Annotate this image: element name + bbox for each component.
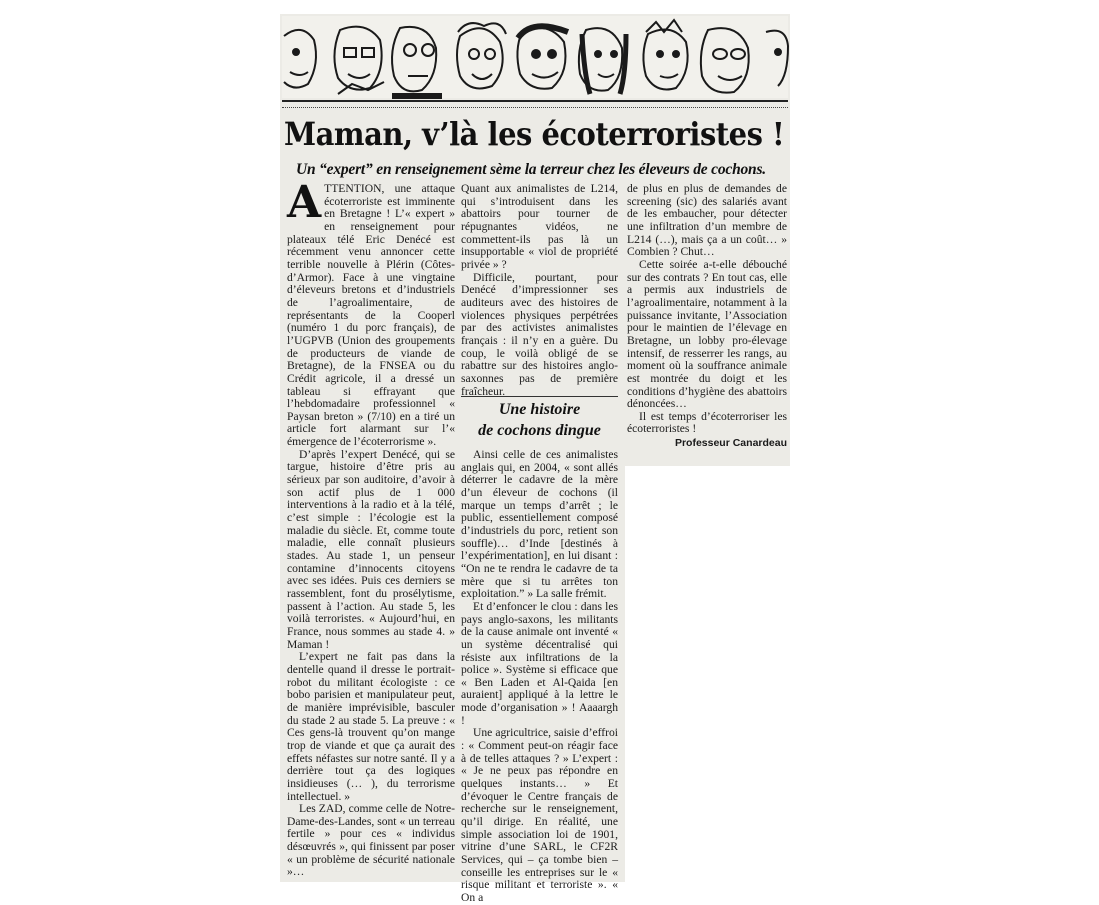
paragraph: de plus en plus de demandes de screening (sic) des salariés avant de les embaucher, pour détecter une infiltration d’un membre de L214 (…), mais ça a un coût… » Combien ? Chut…: [627, 182, 787, 259]
paragraph: Quant aux animalistes de L214, qui s’introduisent dans les abattoirs pour tourner de répugnantes vidéos, ne commettent-ils pas là un insupportable « viol de propriété privée » ?: [461, 182, 618, 271]
column-1: [287, 177, 455, 879]
caricature-banner-drawing: [282, 16, 788, 98]
paragraph: Difficile, pourtant, pour Denécé d’impressionner ses auditeurs avec des histoires de violences physiques perpétrées par des activistes animalistes français : il n’y en a guère. Du coup, le voilà obligé de se rabattre sur des histoires anglo-saxonnes pas de première fraîcheur.: [461, 270, 618, 398]
paragraph: Il est temps d’écoterroriser les écoterroristes !: [627, 409, 787, 436]
intertitle-line: de cochons dingue: [478, 422, 601, 439]
article-subhead: Un “expert” en renseignement sème la terreur chez les éleveurs de cochons.: [296, 161, 766, 178]
column-2-lower: [461, 448, 618, 904]
paragraph: Et d’enfoncer le clou : dans les pays anglo-saxons, les militants de la cause animale ont inventé « un système décentralisé qui résiste aux infiltrations de la police ». Système si efficace que « Ben Laden et Al-Qaida [en auraient] appliqué à la lettre le mode d’organisation » ! Aaaargh !: [461, 599, 618, 727]
intertitle-line: Une histoire: [498, 401, 581, 418]
clipping-cutout-blank: [625, 466, 790, 882]
column-2: [461, 183, 618, 398]
paragraph: L’expert ne fait pas dans la dentelle quand il dresse le portrait-robot du militant écologiste : ce bobo parisien et manipulateur peut, de manière imprévisible, basculer du stade 2 au stade 5. La preuve : « Ces gens-là trouvent qu’on mange trop de viande et que ça aurait des effets néfastes sur notre santé. Il y a derrière tout ça des logiques insidieuses (… ), du terrorisme intellectuel. »: [287, 650, 455, 803]
paragraph: Une agricultrice, saisie d’effroi : « Comment peut-on réagir face à de telles attaques ? » L’expert : « Je ne peux pas répondre en quelques instants… » Et d’évoquer le Centre français de recherche sur le renseignement, qu’il dirige. En réalité, une simple association loi de 1901, vitrine d’une SARL, le CF2R Services, qui – ça tombe bien – conseille les entreprises sur le « risque militant et terroriste ». « On a: [461, 726, 618, 904]
paragraph: Ainsi celle de ces animalistes anglais qui, en 2004, « sont allés déterrer le cadavre de la mère d’un éleveur de cochons (il marque un temps d’arrêt ; le public, essentiellement composé d’industriels du porc, retient son souffle)… d’Inde [destinés à l’expérimentation], en lui disant : “On ne te rendra le cadavre de ta mère que si tu arrêtes ton exploitation.” » La salle frémit.: [461, 448, 618, 601]
caricature-banner: [282, 16, 788, 98]
drop-cap: A: [287, 177, 322, 228]
article-headline: Maman, v’là les écoterroristes !: [284, 115, 785, 153]
paragraph: D’après l’expert Denécé, qui se targue, histoire d’être pris au sérieux par son auditoire, d’avoir à son actif plus de 1 000 interventions à la radio et à la télé, c’est simple : l’écologie est la maladie du siècle. Et, comme toute maladie, elle connaît plusieurs stades. Au stade 1, un penseur contamine d’innocents citoyens avec ses idées. Puis ces derniers se rassemblent, font du prosélytisme, passent à l’action. Au stade 5, les voilà terroristes. « Aujourd’hui, en France, nous sommes au stade 4. » Maman !: [287, 447, 455, 651]
paragraph: TTENTION, une attaque écoterroriste est imminente en Bretagne ! L’« expert » en renseignement pour plateaux télé Eric Denécé est récemment venu annoncer cette terrible nouvelle à Plérin (Côtes-d’Armor). Face à une vingtaine d’éleveurs bretons et d’industriels de l’agroalimentaire, de représentants de la Cooperl (numéro 1 du porc français), de l’UGPVB (Union des groupements de producteurs de viande de Bretagne), de la FNSEA ou du Crédit agricole, il a dressé un tableau si effrayant que l’hebdomadaire professionnel « Paysan breton » (7/10) en a tiré un article fort alarmant sur l’« émergence de l’écoterrorisme ».: [287, 182, 455, 449]
banner-rule: [282, 100, 788, 102]
paragraph: Cette soirée a-t-elle débouché sur des contrats ? En tout cas, elle a permis aux industriels de l’agroalimentaire, notamment à la puissance invitante, l’Association pour le maintien de l’élevage en Bretagne, un lobby pro-élevage intensif, de resserrer les rangs, au moment où la souffrance animale est montrée du doigt et les conditions d’hygiène des abattoirs dénoncées…: [627, 257, 787, 411]
banner-dotted-rule: [282, 107, 788, 108]
column-3: [627, 183, 787, 465]
intertitle: [461, 396, 618, 444]
signature: Professeur Canardeau: [674, 437, 787, 450]
paragraph: Les ZAD, comme celle de Notre-Dame-des-Landes, sont « un terreau fertile » pour ces « individus désœuvrés », qui finissent par poser « un problème de sécurité nationale »…: [287, 802, 455, 879]
